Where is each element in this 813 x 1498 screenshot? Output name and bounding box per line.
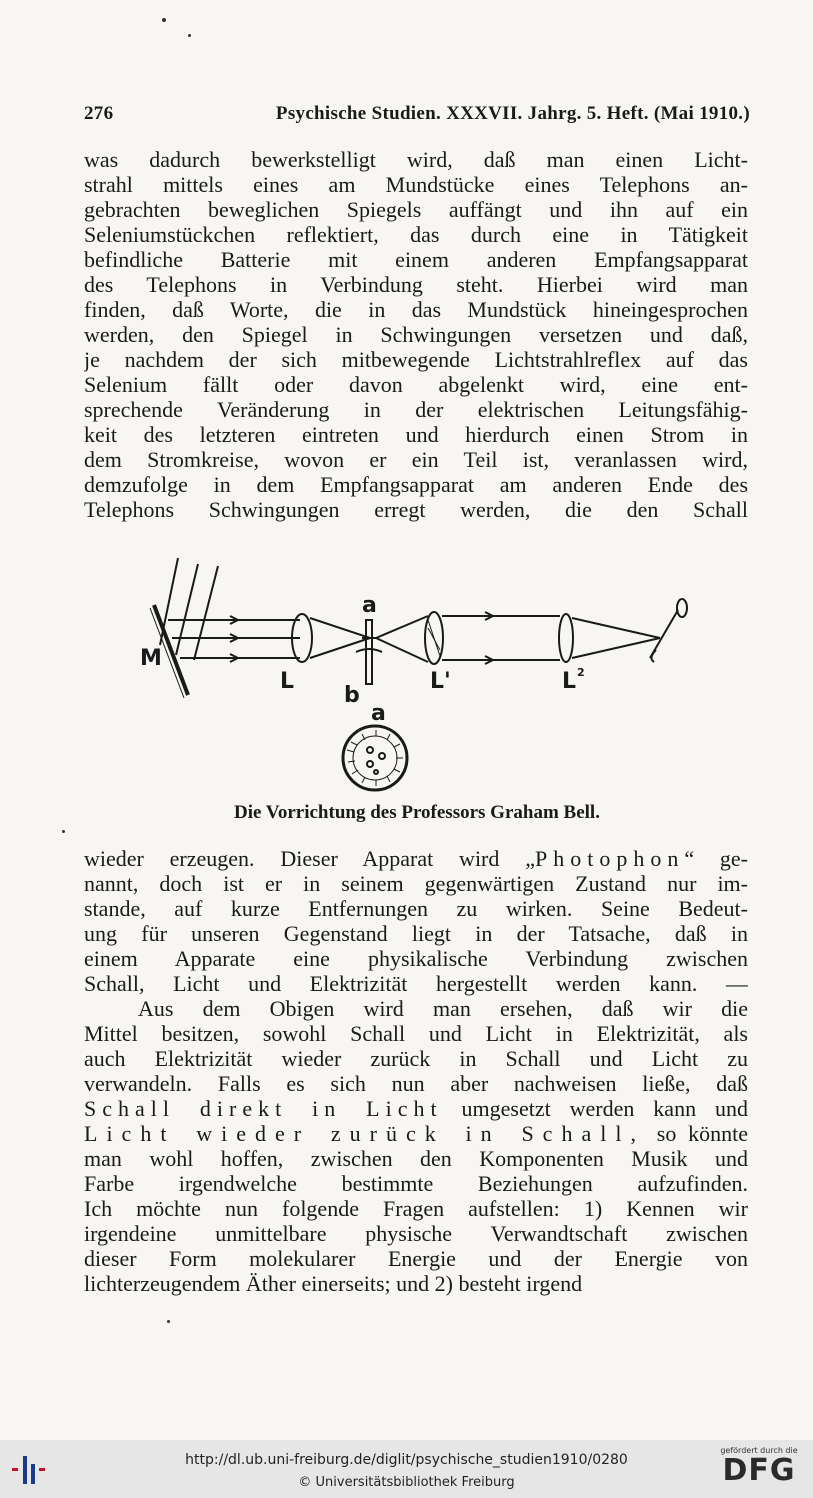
text-line: Telephons Schwingungen erregt werden, die den Schall xyxy=(84,497,748,522)
text-segment: “ ge- xyxy=(684,846,748,871)
dfg-funding-note: gefördert durch die xyxy=(720,1446,798,1455)
text-line xyxy=(84,1096,748,1121)
text-line: stande, auf kurze Entfernungen zu wirken. Seine Bedeut- xyxy=(84,896,748,921)
text-line: Selenium fällt oder davon abgelenkt wird, eine ent- xyxy=(84,372,748,397)
text-line: man wohl hoffen, zwischen den Komponenten Musik und xyxy=(84,1146,748,1171)
photophone-figure xyxy=(130,550,710,795)
copyright-notice: © Universitätsbibliothek Freiburg xyxy=(298,1475,515,1490)
text-line: strahl mittels eines am Mundstücke eines Telephons an- xyxy=(84,172,748,197)
dfg-logo-text: DFG xyxy=(722,1453,796,1488)
text-line: lichterzeugendem Äther einerseits; und 2) besteht irgend xyxy=(84,1271,583,1296)
incoming-ray xyxy=(176,564,198,655)
incoming-ray xyxy=(194,566,218,660)
text-line: werden, den Spiegel in Schwingungen versetzen und daß, xyxy=(84,322,748,347)
diaphragm xyxy=(366,620,372,684)
text-line: was dadurch bewerkstelligt wird, daß man einen Licht- xyxy=(84,147,748,172)
label-l: L xyxy=(280,669,295,694)
label-a-top: a xyxy=(362,593,377,618)
text-line: auch Elektrizität wieder zurück in Schall und Licht zu xyxy=(84,1046,748,1071)
text-line: Ich möchte nun folgende Fragen aufstellen: 1) Kennen wir xyxy=(84,1196,748,1221)
text-line: finden, daß Worte, die in das Mundstück hineingesprochen xyxy=(84,297,748,322)
label-m: M xyxy=(140,646,162,671)
footer-bar xyxy=(0,1440,813,1498)
page-number: 276 xyxy=(84,103,114,124)
text-line: irgendeine unmittelbare physische Verwandtschaft zwischen xyxy=(84,1221,748,1246)
text-line: befindliche Batterie mit einem anderen Empfangsapparat xyxy=(84,247,748,272)
text-line: gebrachten beweglichen Spiegels auffängt und ihn auf ein xyxy=(84,197,748,222)
scan-speck xyxy=(62,830,65,833)
text-line: dieser Form molekularer Energie und der Energie von xyxy=(84,1246,748,1271)
text-line xyxy=(84,1121,748,1146)
lens-l2 xyxy=(559,614,573,662)
text-line: Seleniumstückchen reflektiert, das durch eine in Tätigkeit xyxy=(84,222,748,247)
spaced-term-photophon: Photophon xyxy=(534,846,685,871)
text-line-indented: Aus dem Obigen wird man ersehen, daß wir die xyxy=(138,996,748,1021)
running-header xyxy=(84,103,750,125)
paragraph-2 xyxy=(84,846,748,1296)
running-title: Psychische Studien. XXXVII. Jahrg. 5. Heft. (Mai 1910.) xyxy=(275,103,750,124)
text-line: verwandeln. Falls es sich nun aber nachweisen ließe, daß xyxy=(84,1071,748,1096)
photophone-diagram xyxy=(130,550,710,795)
label-l2-superscript: 2 xyxy=(577,666,585,679)
text-line: des Telephons in Verbindung steht. Hierbei wird man xyxy=(84,272,748,297)
text-line: Mittel besitzen, sowohl Schall und Licht in Elektrizität, als xyxy=(84,1021,748,1046)
scan-speck xyxy=(167,1320,170,1323)
scan-speck xyxy=(188,34,191,37)
text-segment: so könnte xyxy=(644,1121,748,1146)
dfg-logo xyxy=(715,1446,803,1494)
text-segment: umgesetzt werden kann und xyxy=(442,1096,748,1121)
text-line: demzufolge in dem Empfangsapparat am anderen Ende des xyxy=(84,472,748,497)
text-line xyxy=(84,846,748,871)
spaced-phrase: Schall direkt in Licht xyxy=(84,1096,443,1121)
text-segment: wieder erzeugen. Dieser Apparat wird „ xyxy=(84,846,535,871)
label-l2: L xyxy=(562,669,577,694)
text-line: je nachdem der sich mitbewegende Lichtstrahlreflex auf das xyxy=(84,347,748,372)
figure-caption: Die Vorrichtung des Professors Graham Bell. xyxy=(234,802,600,823)
spaced-phrase: Licht wieder zurück in Schall, xyxy=(84,1121,645,1146)
text-line: ung für unseren Gegenstand liegt in der Tatsache, daß in xyxy=(84,921,748,946)
paragraph-1 xyxy=(84,147,748,522)
text-line: Farbe irgendwelche bestimmte Beziehungen aufzufinden. xyxy=(84,1171,748,1196)
text-line: sprechende Veränderung in der elektrischen Leitungsfähig- xyxy=(84,397,748,422)
source-url[interactable]: http://dl.ub.uni-freiburg.de/diglit/psychische_studien1910/0280 xyxy=(185,1452,628,1468)
label-a-disc: a xyxy=(371,701,386,726)
text-line: einem Apparate eine physikalische Verbindung zwischen xyxy=(84,946,748,971)
text-line: Schall, Licht und Elektrizität hergestellt werden kann. — xyxy=(84,971,748,996)
text-line: keit des letzteren eintreten und hierdurch einen Strom in xyxy=(84,422,748,447)
text-line: nannt, doch ist er in seinem gegenwärtigen Zustand nur im- xyxy=(84,871,748,896)
text-line: dem Stromkreise, wovon er ein Teil ist, veranlassen wird, xyxy=(84,447,748,472)
label-l1: L' xyxy=(430,669,451,694)
label-b: b xyxy=(344,683,360,708)
scan-speck xyxy=(162,18,166,22)
